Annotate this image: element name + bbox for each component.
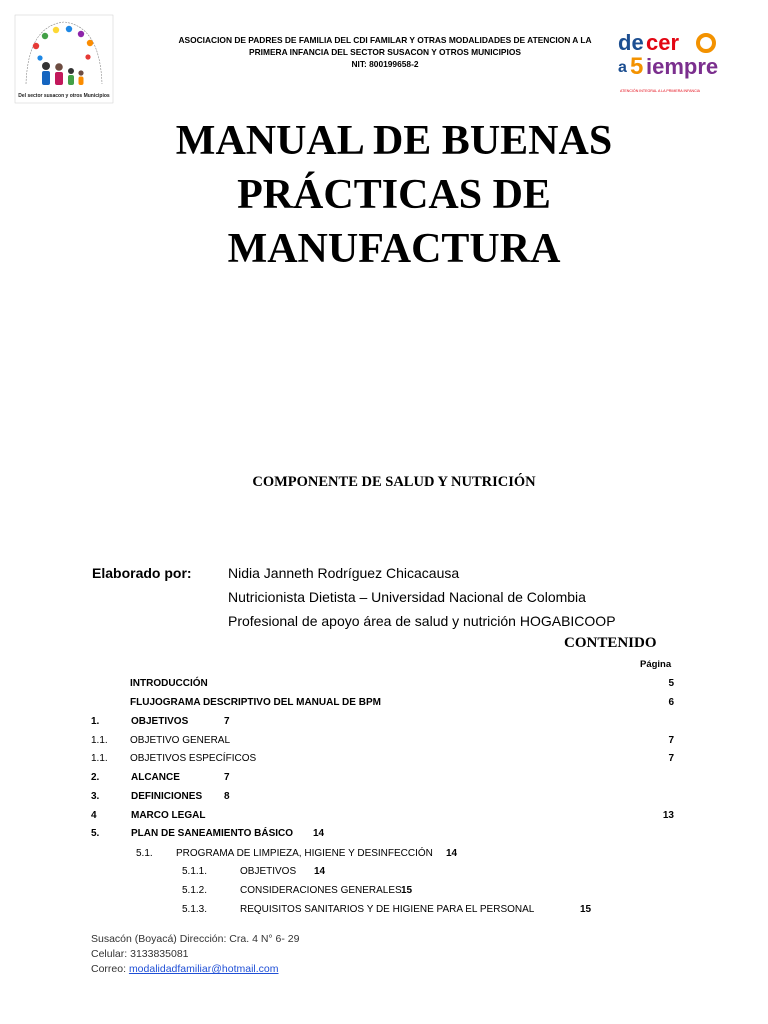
title-line-1: MANUAL DE BUENAS (175, 118, 613, 164)
toc-page: 14 (314, 866, 326, 877)
toc-item-objetivo-general[interactable]: OBJETIVO GENERAL (130, 735, 231, 746)
toc-num: 5.1.2. (182, 885, 208, 896)
author-name: Nidia Janneth Rodríguez Chicacausa (228, 565, 460, 581)
toc-page: 8 (224, 791, 230, 802)
de-cero-a-siempre-logo (614, 22, 732, 98)
org-name-line1: ASOCIACION DE PADRES DE FAMILIA DEL CDI FAMILAR Y OTRAS MODALIDADES DE ATENCION A LA (178, 35, 592, 45)
org-name-line2: PRIMERA INFANCIA DEL SECTOR SUSACON Y OTROS MUNICIPIOS (249, 47, 521, 57)
toc-item-definiciones[interactable]: DEFINICIONES (131, 791, 203, 802)
svg-text:5: 5 (630, 53, 644, 80)
toc-num: 1. (91, 716, 100, 727)
association-logo (14, 14, 114, 104)
author-profession: Nutricionista Dietista – Universidad Nacional de Colombia (228, 589, 586, 605)
toc-item-alcance[interactable]: ALCANCE (131, 772, 180, 783)
author-role: Profesional de apoyo área de salud y nutrición HOGABICOOP (228, 613, 616, 629)
toc-item-plan-saneamiento[interactable]: PLAN DE SANEAMIENTO BÁSICO (131, 828, 294, 839)
toc-item-marco-legal[interactable]: MARCO LEGAL (131, 810, 206, 821)
svg-text:iempre: iempre (646, 54, 719, 79)
document-title (120, 114, 668, 276)
toc-num: 5.1.1. (182, 866, 208, 877)
toc-item-intro[interactable]: INTRODUCCIÓN (130, 678, 208, 689)
toc-page: 7 (224, 716, 230, 727)
footer-email-row (91, 963, 279, 975)
toc-num: 5.1. (136, 848, 153, 859)
footer-phone: Celular: 3133835081 (91, 948, 189, 960)
toc-page: 14 (313, 828, 325, 839)
toc-item-objetivos[interactable]: OBJETIVOS (131, 716, 189, 727)
title-line-2: PRÁCTICAS DE (237, 172, 551, 218)
toc-page: 14 (446, 848, 458, 859)
toc-num: 5. (91, 828, 100, 839)
svg-text:ATENCIÓN INTEGRAL A LA PRIMERA: ATENCIÓN INTEGRAL A LA PRIMERA INFANCIA (620, 89, 701, 93)
toc-num: 3. (91, 791, 100, 802)
toc-item-programa-limpieza[interactable]: PROGRAMA DE LIMPIEZA, HIGIENE Y DESINFECCIÓN (176, 848, 433, 859)
toc-page: 5 (668, 678, 674, 689)
component-subtitle: COMPONENTE DE SALUD Y NUTRICIÓN (252, 474, 536, 490)
handprints-icon (33, 26, 93, 61)
toc-item-objetivos-511[interactable]: OBJETIVOS (240, 866, 297, 877)
toc-num: 5.1.3. (182, 904, 208, 915)
svg-text:a: a (618, 59, 627, 76)
footer-email-link[interactable]: modalidadfamiliar@hotmail.com (128, 963, 279, 975)
toc-item-consideraciones[interactable]: CONSIDERACIONES GENERALES (240, 885, 402, 896)
toc-page: 7 (668, 753, 674, 764)
title-line-3: MANUFACTURA (227, 226, 561, 272)
footer-address: Susacón (Boyacá) Dirección: Cra. 4 N° 6- 29 (91, 933, 300, 945)
toc-item-objetivos-especificos[interactable]: OBJETIVOS ESPECÍFICOS (130, 753, 257, 764)
family-icon (42, 62, 84, 85)
svg-text:de: de (618, 30, 644, 55)
org-nit: NIT: 800199658-2 (351, 59, 419, 69)
toc-title: CONTENIDO (564, 635, 657, 651)
toc-page: 6 (668, 697, 674, 708)
toc-page: 7 (224, 772, 230, 783)
toc-item-flujograma[interactable]: FLUJOGRAMA DESCRIPTIVO DEL MANUAL DE BPM (130, 697, 381, 708)
toc-num: 2. (91, 772, 100, 783)
toc-page: 15 (401, 885, 413, 896)
toc-num: 1.1. (91, 735, 108, 746)
toc-page: 15 (580, 904, 592, 915)
footer-email-label: Correo: (91, 963, 127, 975)
toc-num: 4 (91, 810, 97, 821)
author-label: Elaborado por: (92, 565, 192, 581)
toc-page: 7 (668, 735, 674, 746)
svg-text:Del sector susacon y otros Mun: Del sector susacon y otros Municipios (18, 93, 110, 99)
toc-item-requisitos[interactable]: REQUISITOS SANITARIOS Y DE HIGIENE PARA EL PERSONAL (240, 904, 535, 915)
toc-page-header: Página (640, 659, 672, 670)
svg-text:cer: cer (646, 30, 680, 55)
toc-page: 13 (662, 810, 674, 821)
toc-num: 1.1. (91, 753, 108, 764)
